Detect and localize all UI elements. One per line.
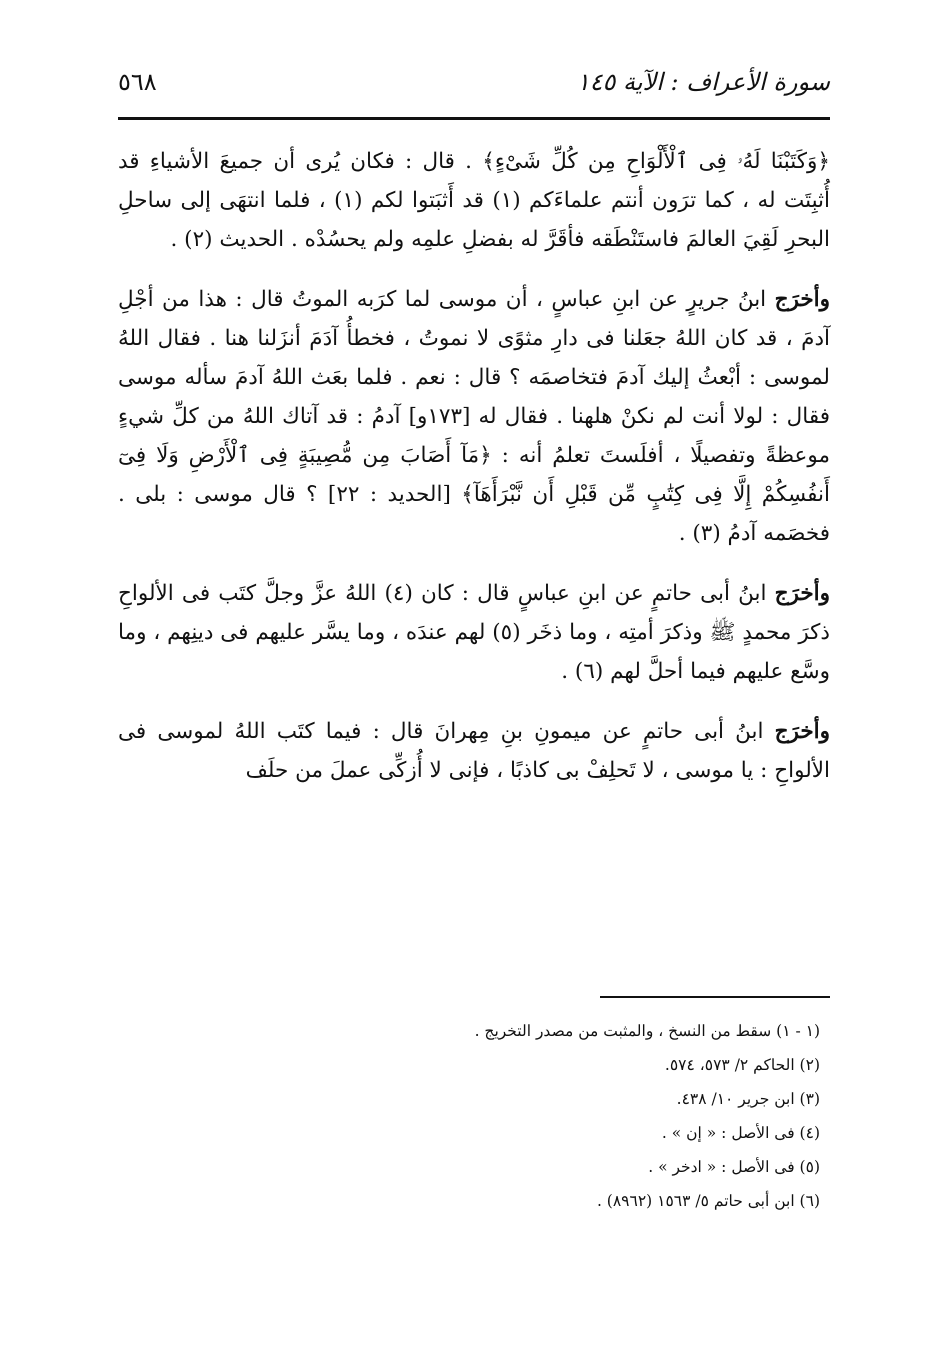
main-text <box>118 142 830 811</box>
footnote: (١ - ١) سقط من النسخ ، والمثبت من مصدر التخريج . <box>474 1022 820 1040</box>
footnote: (٥) فى الأصل : « ادخر » . <box>648 1158 820 1176</box>
paragraph <box>118 574 830 691</box>
footnote-rule <box>600 996 830 998</box>
paragraph-lead: وأخرَج <box>774 581 830 606</box>
paragraph-lead: وأخرَج <box>774 287 830 312</box>
paragraph <box>118 712 830 790</box>
paragraph-text: ابنُ جريرٍ عن ابنِ عباسٍ ، أن موسى لما كرَبه الموتُ قال : هذا من أجْلِ آدمَ ، قد كان اللهُ جعَلنا فى دارِ مثوًى لا نموتُ ، فخطأُ آدَمَ أنزَلنا هنا . فقال اللهُ لموسى : أبْعثُ إليك آدمَ فتخاصمَه ؟ قال : نعم . فلما بعَث اللهُ آدمَ سأله موسى فقال : لولا أنت لم نكنْ هلهنا . فقال له [١٧٣و] آدمُ : قد آتاك اللهُ من كلِّ شيءٍ موعظةً وتفصيلًا ، أفلَستَ تعلمُ أنه : ﴿مَآ أَصَابَ مِن مُّصِيبَةٍ فِى ٱلْأَرْضِ وَلَا فِىٓ أَنفُسِكُمْ إِلَّا فِى كِتَٰبٍ مِّن قَبْلِ أَن نَّبْرَأَهَآ﴾ [الحديد : ٢٢] ؟ قال موسى : بلى . فخصَمه آدمُ (٣) . <box>118 287 830 546</box>
footnotes <box>300 1014 820 1218</box>
header-rule <box>118 117 830 120</box>
paragraph-text: ﴿وَكَتَبْنَا لَهُۥ فِى ٱلْأَلْوَاحِ مِن كُلِّ شَىْءٍ﴾ . قال : فكان يُرى أن جميعَ الأشياءِ قد أُثبِتَت له ، كما ترَون أنتم علماءَكم (١) قد أَثبَتوا لكم (١) ، فلما انتهَى إلى ساحلِ البحرِ لَقِيَ العالمَ فاستَنْطَقه فأقَرَّ له بفضلِ علمِه ولم يحسُدْه . الحديث (٢) . <box>118 149 831 252</box>
paragraph-text: ابنُ أبى حاتمٍ عن ابنِ عباسٍ قال : كان (٤) اللهُ عزَّ وجلَّ كتَب فى الألواحِ ذكرَ محمدٍ ﷺ وذكرَ أمتِه ، وما ذخَر (٥) لهم عندَه ، وما يسَّر عليهم فى دينِهم ، وما وسَّع عليهم فيما أحلَّ لهم (٦) . <box>118 581 830 684</box>
footnote: (٢) الحاكم ٢/ ٥٧٣، ٥٧٤. <box>664 1056 820 1074</box>
footnote: (٦) ابن أبى حاتم ٥/ ١٥٦٣ (٨٩٦٢) . <box>596 1192 820 1210</box>
page-header <box>118 60 830 110</box>
paragraph-text: ابنُ أبى حاتمٍ عن ميمونِ بنِ مِهرانَ قال : فيما كتَب اللهُ لموسى فى الألواحِ : يا موسى ، لا تَحلِفْ بى كاذبًا ، فإنى لا أُزكِّى عملَ من حلَف <box>118 719 830 783</box>
footnote: (٣) ابن جرير ١٠/ ٤٣٨. <box>676 1090 820 1108</box>
page-number: ٥٦٨ <box>118 68 157 96</box>
paragraph-lead: وأخرَج <box>774 719 830 744</box>
paragraph <box>118 280 830 553</box>
running-title: سورة الأعراف : الآية ١٤٥ <box>576 68 830 96</box>
paragraph <box>118 142 830 259</box>
footnote: (٤) فى الأصل : « إن » . <box>661 1124 820 1142</box>
